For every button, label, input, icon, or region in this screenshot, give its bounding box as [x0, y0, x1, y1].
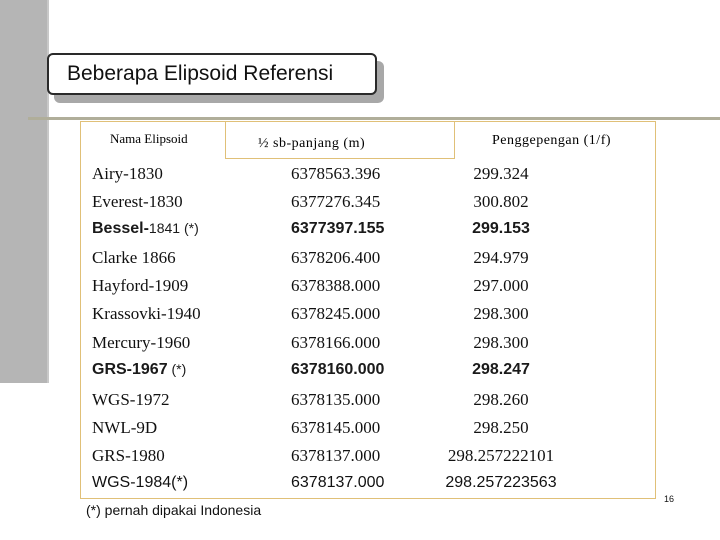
cell-semi-major: 6378388.000	[291, 276, 381, 295]
cell-semi-major: 6378206.400	[291, 248, 381, 267]
cell-name: Hayford-1909	[92, 276, 189, 295]
table-row	[80, 418, 656, 446]
table-row	[80, 361, 656, 389]
cell-semi-major: 6378135.000	[291, 390, 381, 409]
cell-name: Everest-1830	[92, 192, 183, 211]
table-row	[80, 248, 656, 276]
cell-name-suffix: 1841 (*)	[148, 220, 199, 236]
cell-flattening: 298.247	[472, 361, 530, 378]
cell-semi-major: 6377276.345	[291, 192, 381, 211]
table-row	[80, 390, 656, 418]
cell-semi-major: 6378563.396	[291, 164, 381, 183]
cell-flattening: 298.257222101	[447, 446, 555, 465]
table-row	[80, 304, 656, 332]
cell-flattening: 298.257223563	[445, 474, 557, 491]
table-row	[80, 220, 656, 248]
table-row	[80, 276, 656, 304]
cell-semi-major: 6378145.000	[291, 418, 381, 437]
cell-name: Krassovki-1940	[92, 304, 201, 323]
cell-semi-major: 6378137.000	[291, 474, 385, 491]
cell-flattening: 297.000	[473, 276, 529, 295]
cell-semi-major: 6377397.155	[291, 220, 385, 237]
cell-name: WGS-1984(*)	[92, 474, 189, 491]
cell-name: Airy-1830	[92, 164, 163, 183]
cell-flattening: 298.250	[473, 418, 529, 437]
table-row	[80, 192, 656, 220]
cell-semi-major: 6378166.000	[291, 333, 381, 352]
cell-name: NWL-9D	[92, 418, 158, 437]
table-row	[80, 164, 656, 192]
cell-name: WGS-1972	[92, 390, 170, 409]
slide-title	[47, 53, 377, 95]
table-row	[80, 446, 656, 474]
header-flattening: Penggepengan (1/f)	[492, 133, 612, 148]
cell-semi-major: 6378160.000	[291, 361, 385, 378]
cell-name: Clarke 1866	[92, 248, 176, 267]
page-number: 16	[664, 494, 675, 504]
left-decor-bar	[0, 0, 49, 383]
cell-name-main: GRS-1967	[92, 361, 168, 378]
table-row	[80, 474, 656, 502]
cell-semi-major: 6378137.000	[291, 446, 381, 465]
cell-flattening: 298.300	[473, 333, 529, 352]
cell-semi-major: 6378245.000	[291, 304, 381, 323]
cell-name	[92, 220, 199, 238]
cell-flattening: 299.153	[472, 220, 530, 237]
table-row	[80, 333, 656, 361]
cell-flattening: 298.300	[473, 304, 529, 323]
slide-title-text: Beberapa Elipsoid Referensi	[67, 62, 334, 85]
cell-flattening: 300.802	[473, 192, 529, 211]
cell-flattening: 294.979	[473, 248, 529, 267]
cell-flattening: 299.324	[473, 164, 529, 183]
cell-name-suffix: (*)	[167, 361, 187, 377]
header-nama: Nama Elipsoid	[110, 131, 188, 146]
title-underline	[28, 117, 720, 120]
header-semi-major: ½ sb-panjang (m)	[258, 136, 366, 151]
footnote: (*) pernah dipakai Indonesia	[86, 502, 262, 518]
cell-flattening: 298.260	[473, 390, 529, 409]
cell-name-main: Bessel-	[92, 220, 149, 237]
cell-name: Mercury-1960	[92, 333, 191, 352]
cell-name: GRS-1980	[92, 446, 165, 465]
cell-name	[92, 361, 186, 379]
